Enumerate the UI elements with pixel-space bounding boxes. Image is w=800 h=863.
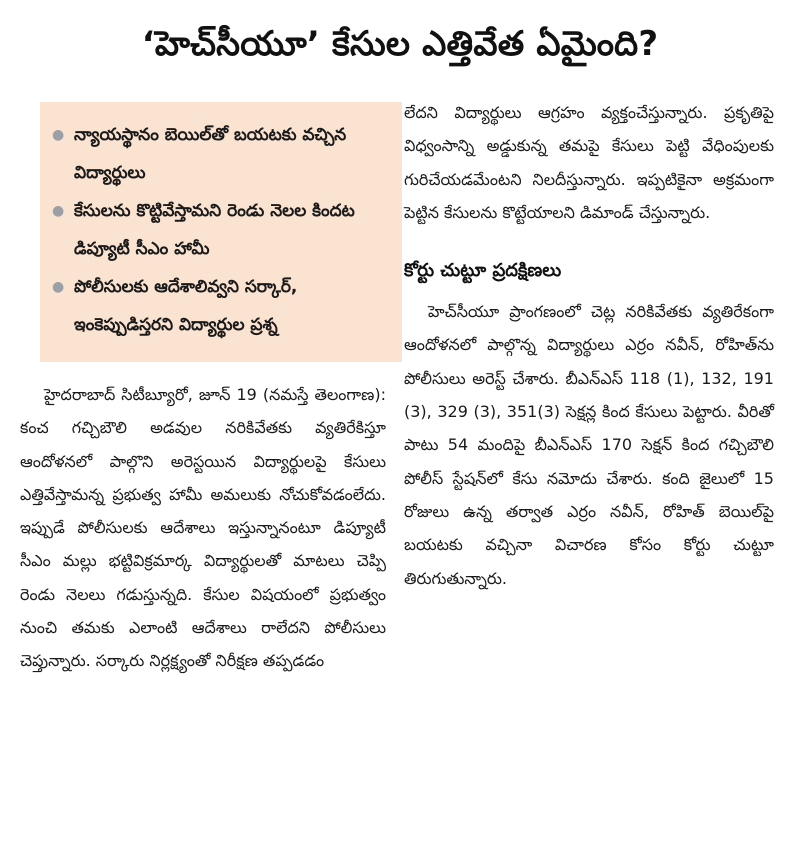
bullet-icon: ● (52, 203, 65, 219)
highlight-text: పోలీసులకు ఆదేశాలివ్వని సర్కార్, ఇంకెప్పుడిస్తరని విద్యార్థుల ప్రశ్న (74, 277, 298, 335)
article-paragraph-2: హెచ్‌సీయూ ప్రాంగణంలో చెట్ల నరికివేతకు వ్యతిరేకంగా ఆందోళనలో పాల్గొన్న విద్యార్థులు ఎర్రం నవీన్, రోహిత్‌ను పోలీసులు అరెస్ట్ చేశారు. బీఎన్ఎస్ 118 (1), 132, 191 (3), 329 (3), 351(3) సెక్షన్ల కింద కేసులు పెట్టారు. వీరితో పాటు 54 మందిపై బీఎన్ఎస్ 170 సెక్షన్ కింద గచ్చిబౌలి పోలీస్ స్టేషన్‌లో కేసు నమోదు చేశారు. కంది జైలులో 15 రోజులు ఉన్న తర్వాత ఎర్రం నవీన్, రోహిత్ బెయిల్‌పై బయటకు వచ్చినా విచారణ కోసం కోర్టు చుట్టూ తిరుగుతున్నారు. (404, 302, 774, 588)
highlight-text: న్యాయస్థానం బెయిల్‌తో బయటకు వచ్చిన విద్యార్థులు (74, 125, 347, 183)
highlight-item (52, 192, 392, 268)
column-left (14, 96, 386, 678)
highlight-item (52, 268, 392, 344)
article-paragraph-1-lead: హైదరాబాద్ సిటీబ్యూరో, జూన్ 19 (నమస్తే తెలంగాణ): కంచ గచ్చిబౌలి అడవుల నరికివేతకు వ్యతిరేకిస్తూ ఆందోళనలో పాల్గొని అరెస్టయిన విద్యార్థులపై కేసులు ఎత్తివేస్తామన్న ప్రభుత్వ హామీ అమలుకు నోచుకోవడంలేదు. ఇప్పుడే పోలీసులకు ఆదేశాలు ఇస్తున్నానంటూ డిప్యూటీ సీఎం మల్లు భట్టివిక్రమార్క విద్యార్థులతో మాటలు చెప్పి రెండు నెలలు గడుస్తున్నది. కేసుల విషయంలో ప్రభుత్వం నుంచి తమకు ఎలాంటి ఆదేశాలు రాలేదని పోలీసులు చెప్తున్నారు. సర్కారు నిర్లక్ష్యంతో నిరీక్షణ తప్పడడం (20, 385, 386, 671)
headline: ‘హెచ్‌సీయూ’ కేసుల ఎత్తివేత ఏమైంది? (141, 24, 659, 64)
bullet-icon: ● (52, 127, 65, 143)
highlight-text: కేసులను కొట్టివేస్తామని రెండు నెలల కిందట డిప్యూటీ సీఎం హామీ (74, 201, 355, 259)
highlight-item (52, 116, 392, 192)
article-columns (14, 96, 786, 678)
article-paragraph-1-continued: లేదని విద్యార్థులు ఆగ్రహం వ్యక్తంచేస్తున్నారు. ప్రకృతిపై విధ్వంసాన్ని అడ్డుకున్న తమపై కేసులు పెట్టి వేధింపులకు గురిచేయడమేంటని నిలదీస్తున్నారు. ఇప్పటికైనా అక్రమంగా పెట్టిన కేసులను కొట్టేయాలని డిమాండ్ చేస్తున్నారు. (404, 103, 774, 222)
article-paragraph-1 (14, 378, 386, 678)
column-right (404, 96, 774, 678)
highlights-box (40, 102, 402, 362)
subheading: కోర్టు చుట్టూ ప్రదక్షిణలు (404, 260, 562, 282)
bullet-icon: ● (52, 279, 65, 295)
